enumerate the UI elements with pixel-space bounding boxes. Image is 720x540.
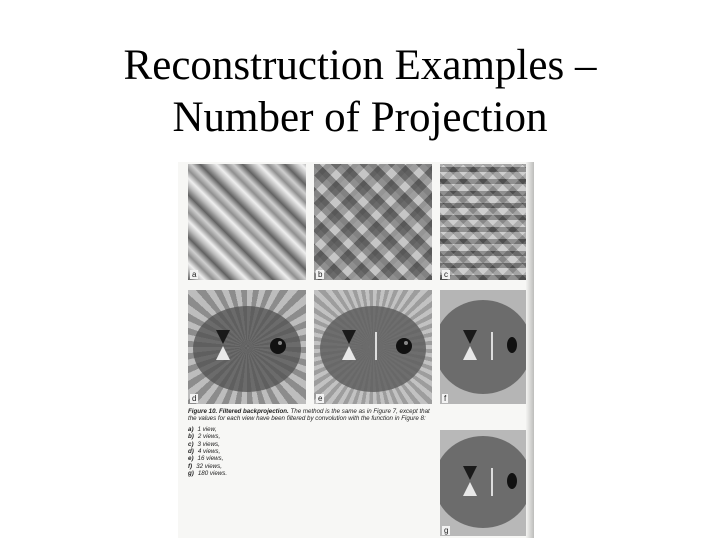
phantom-features — [440, 290, 526, 404]
panel-b — [314, 164, 432, 280]
panel-label-f: f — [444, 394, 447, 403]
view-value: 16 views, — [197, 455, 224, 463]
view-value: 2 views, — [197, 433, 221, 441]
list-item — [188, 463, 433, 470]
view-value: 1 view, — [197, 425, 217, 433]
panel-label-b: b — [318, 270, 323, 279]
page-edge-shadow — [526, 162, 534, 538]
panel-e — [314, 290, 432, 404]
panel-label-c: c — [444, 270, 448, 279]
panel-a — [188, 164, 306, 280]
view-key: d) — [188, 448, 194, 456]
slide-title-line-2: Number of Projection — [172, 94, 548, 141]
view-key: e) — [188, 455, 194, 463]
view-value: 4 views, — [197, 448, 221, 456]
slide-title — [0, 40, 720, 144]
figure-scan — [178, 162, 534, 538]
phantom-features — [440, 430, 526, 536]
view-key: b) — [188, 433, 194, 441]
caption-views-list — [188, 426, 433, 478]
view-key: c) — [188, 440, 194, 448]
panel-label-e: e — [318, 394, 323, 403]
panel-d — [188, 290, 306, 404]
list-item — [188, 426, 433, 433]
panel-f — [440, 290, 526, 404]
panel-g — [440, 430, 526, 536]
view-key: a) — [188, 425, 194, 433]
panel-c — [440, 164, 526, 280]
list-item — [188, 433, 433, 440]
view-key: f) — [188, 462, 193, 470]
list-item — [188, 448, 433, 455]
panel-label-d: d — [192, 394, 197, 403]
phantom-features — [188, 290, 306, 404]
view-value: 32 views, — [196, 462, 222, 470]
list-item — [188, 470, 433, 477]
view-key: g) — [188, 470, 194, 478]
list-item — [188, 441, 433, 448]
panel-label-a: a — [192, 270, 197, 279]
view-value: 3 views, — [197, 440, 220, 448]
slide-title-line-1: Reconstruction Examples – — [123, 42, 597, 89]
list-item — [188, 455, 433, 462]
caption-text: The method is the same as in Figure 7, except that the values for each view have been filtered by convolution with the function in Figure 8: — [188, 408, 430, 423]
caption-heading: Figure 10. Filtered backprojection. — [188, 408, 289, 415]
panel-label-g: g — [444, 526, 449, 535]
phantom-features — [314, 290, 432, 404]
view-value: 180 views. — [197, 470, 228, 478]
figure-caption — [188, 408, 433, 478]
